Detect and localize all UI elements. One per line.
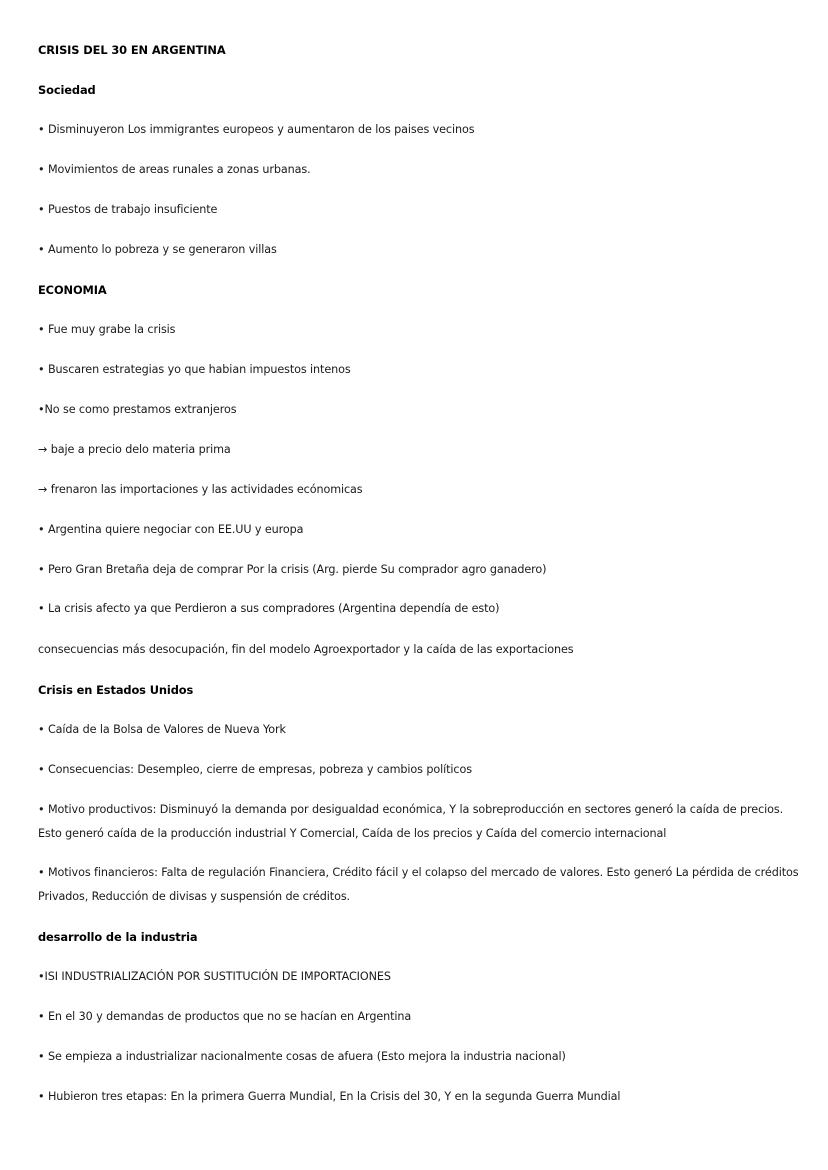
section-heading-industria: desarrollo de la industria xyxy=(38,930,198,944)
list-item: → frenaron las importaciones y las actividades ecónomicas xyxy=(38,483,363,496)
list-item: • Fue muy grabe la crisis xyxy=(38,323,176,336)
list-item: • Buscaren estrategias yo que habian impuestos intenos xyxy=(38,363,351,376)
list-item: • Aumento lo pobreza y se generaron villas xyxy=(38,243,277,256)
list-item: • Puestos de trabajo insuficiente xyxy=(38,203,218,216)
document-title: CRISIS DEL 30 EN ARGENTINA xyxy=(38,43,226,57)
list-item: • Argentina quiere negociar con EE.UU y europa xyxy=(38,523,304,536)
list-item: • Pero Gran Bretaña deja de comprar Por la crisis (Arg. pierde Su comprador agro ganadero) xyxy=(38,563,547,576)
list-item-paragraph: • Motivos financieros: Falta de regulación Financiera, Crédito fácil y el colapso del mercado de valores. Esto generó La pérdida de créditos Privados, Reducción de divisas y suspensión de créditos. xyxy=(38,866,799,903)
list-item: • Hubieron tres etapas: En la primera Guerra Mundial, En la Crisis del 30, Y en la segunda Guerra Mundial xyxy=(38,1090,621,1103)
list-item: • Consecuencias: Desempleo, cierre de empresas, pobreza y cambios políticos xyxy=(38,763,472,776)
list-item: • Disminuyeron Los immigrantes europeos y aumentaron de los paises vecinos xyxy=(38,123,475,136)
list-item: • En el 30 y demandas de productos que no se hacían en Argentina xyxy=(38,1010,412,1023)
section-heading-sociedad: Sociedad xyxy=(38,83,96,97)
list-item-paragraph: • Motivo productivos: Disminuyó la demanda por desigualdad económica, Y la sobreproducción en sectores generó la caída de precios. Esto generó caída de la producción industrial Y Comercial, Caída de los precios y Caída del comercio internacional xyxy=(38,803,784,840)
list-item: •No se como prestamos extranjeros xyxy=(38,403,237,416)
section-heading-economia: ECONOMIA xyxy=(38,283,107,297)
list-item: • Caída de la Bolsa de Valores de Nueva York xyxy=(38,723,286,736)
list-item: • La crisis afecto ya que Perdieron a sus compradores (Argentina dependía de esto) xyxy=(38,602,500,615)
list-item: • Se empieza a industrializar nacionalmente cosas de afuera (Esto mejora la industria nacional) xyxy=(38,1050,566,1063)
list-item: • Movimientos de areas runales a zonas urbanas. xyxy=(38,163,311,176)
consequences-text: consecuencias más desocupación, fin del modelo Agroexportador y la caída de las exportaciones xyxy=(38,643,574,656)
section-heading-estados-unidos: Crisis en Estados Unidos xyxy=(38,683,194,697)
list-item: → baje a precio delo materia prima xyxy=(38,443,231,456)
list-item: •ISI INDUSTRIALIZACIÓN POR SUSTITUCIÓN DE IMPORTACIONES xyxy=(38,970,391,983)
